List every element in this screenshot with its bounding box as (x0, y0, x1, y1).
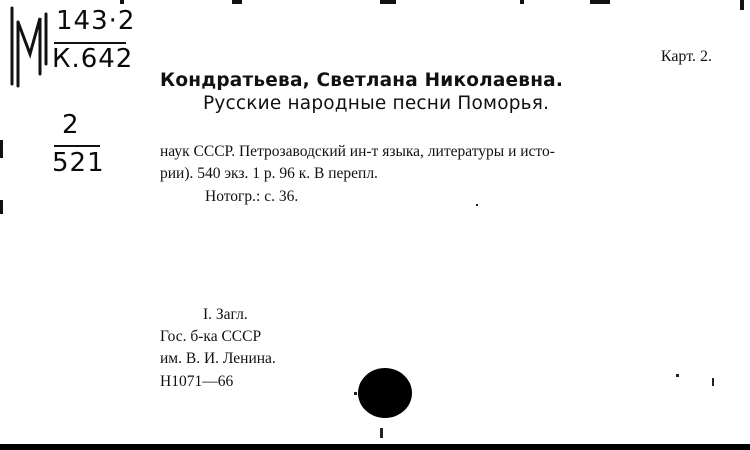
handwritten-margin-mark (4, 4, 52, 88)
imprint-line: рии). 540 экз. 1 р. 96 к. В перепл. (160, 165, 378, 182)
library-line: Гос. б-ка СССР (160, 328, 262, 345)
shelf-mark-top: 143·2 (56, 6, 136, 36)
inventory-number-divider (54, 145, 100, 147)
speck (712, 378, 714, 386)
edge-mark (380, 0, 396, 4)
speck (354, 392, 357, 395)
library-line: им. В. И. Ленина. (160, 350, 276, 367)
edge-mark (520, 0, 524, 4)
card-bottom-edge (0, 444, 750, 450)
punch-hole (358, 368, 412, 418)
speck (676, 374, 679, 377)
inventory-number-bottom: 521 (52, 148, 105, 178)
edge-mark (232, 0, 242, 4)
edge-mark (120, 0, 124, 4)
speck (476, 204, 478, 206)
note-line: Нотогр.: с. 36. (205, 188, 299, 205)
speck (380, 428, 383, 438)
author-heading: Кондратьева, Светлана Николаевна. (160, 70, 564, 91)
inventory-number-top: 2 (62, 110, 80, 140)
card-number: Карт. 2. (660, 48, 712, 65)
tracing-line: I. Загл. (203, 306, 248, 323)
edge-mark (590, 0, 610, 4)
imprint-line: наук СССР. Петрозаводский ин-т языка, литературы и исто- (160, 143, 555, 160)
title-line: Русские народные песни Поморья. (203, 93, 550, 114)
shelf-mark-bottom: К.642 (52, 44, 134, 74)
edge-mark (0, 200, 3, 214)
edge-mark (740, 0, 744, 10)
edge-mark (0, 140, 3, 158)
card-code: Н1071—66 (160, 373, 234, 390)
